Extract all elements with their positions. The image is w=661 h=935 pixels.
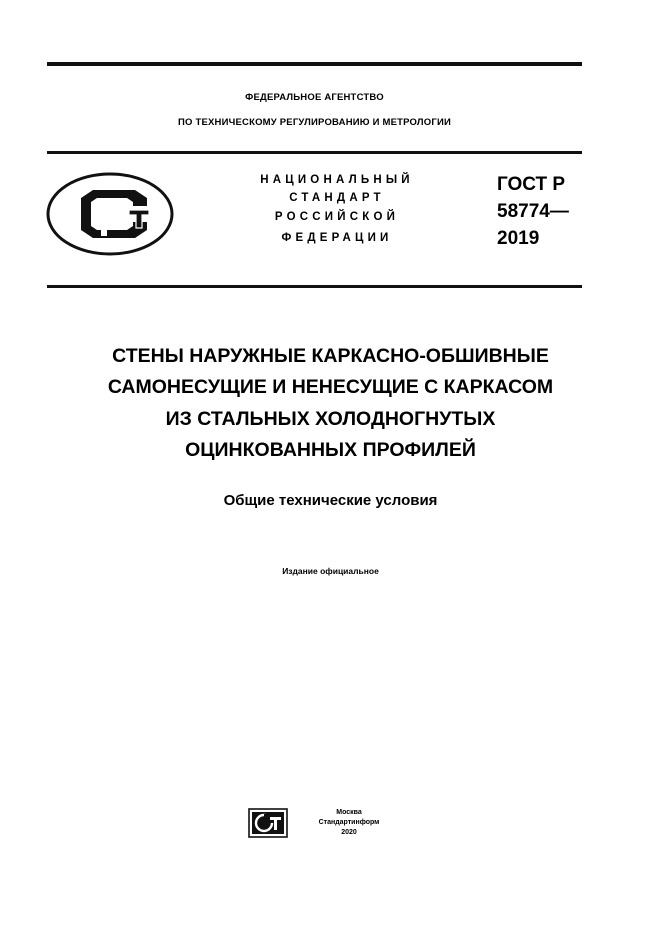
title-line-1: СТЕНЫ НАРУЖНЫЕ КАРКАСНО-ОБШИВНЫЕ xyxy=(112,345,549,367)
standard-type-line-3: РОССИЙСКОЙ xyxy=(274,211,400,223)
edition-note: Издание официальное xyxy=(282,566,379,576)
standard-type-line-4: ФЕДЕРАЦИИ xyxy=(281,232,393,244)
header-rule xyxy=(47,151,582,154)
publisher-city: Москва xyxy=(336,809,362,816)
standard-type-line-2: СТАНДАРТ xyxy=(289,192,385,204)
agency-line-2: ПО ТЕХНИЧЕСКОМУ РЕГУЛИРОВАНИЮ И МЕТРОЛОГИИ xyxy=(178,117,451,128)
publisher-year: 2020 xyxy=(341,829,357,836)
title-line-3: ИЗ СТАЛЬНЫХ ХОЛОДНОГНУТЫХ xyxy=(165,408,496,430)
publisher-name: Стандартинформ xyxy=(318,819,380,826)
top-rule xyxy=(47,62,582,66)
standartinform-logo-icon xyxy=(248,808,288,838)
subtitle: Общие технические условия xyxy=(223,492,438,509)
agency-line-1: ФЕДЕРАЛЬНОЕ АГЕНТСТВО xyxy=(245,92,384,103)
designation-line-1: ГОСТ Р xyxy=(497,174,566,195)
mid-rule xyxy=(47,285,582,288)
standard-type-line-1: НАЦИОНАЛЬНЫЙ xyxy=(260,174,414,186)
title-line-2: САМОНЕСУЩИЕ И НЕНЕСУЩИЕ С КАРКАСОМ xyxy=(107,376,554,398)
designation-line-2: 58774— xyxy=(497,201,569,222)
designation-line-3: 2019 xyxy=(497,228,540,249)
title-line-4: ОЦИНКОВАННЫХ ПРОФИЛЕЙ xyxy=(185,439,476,461)
rst-certification-logo-icon xyxy=(45,172,175,256)
